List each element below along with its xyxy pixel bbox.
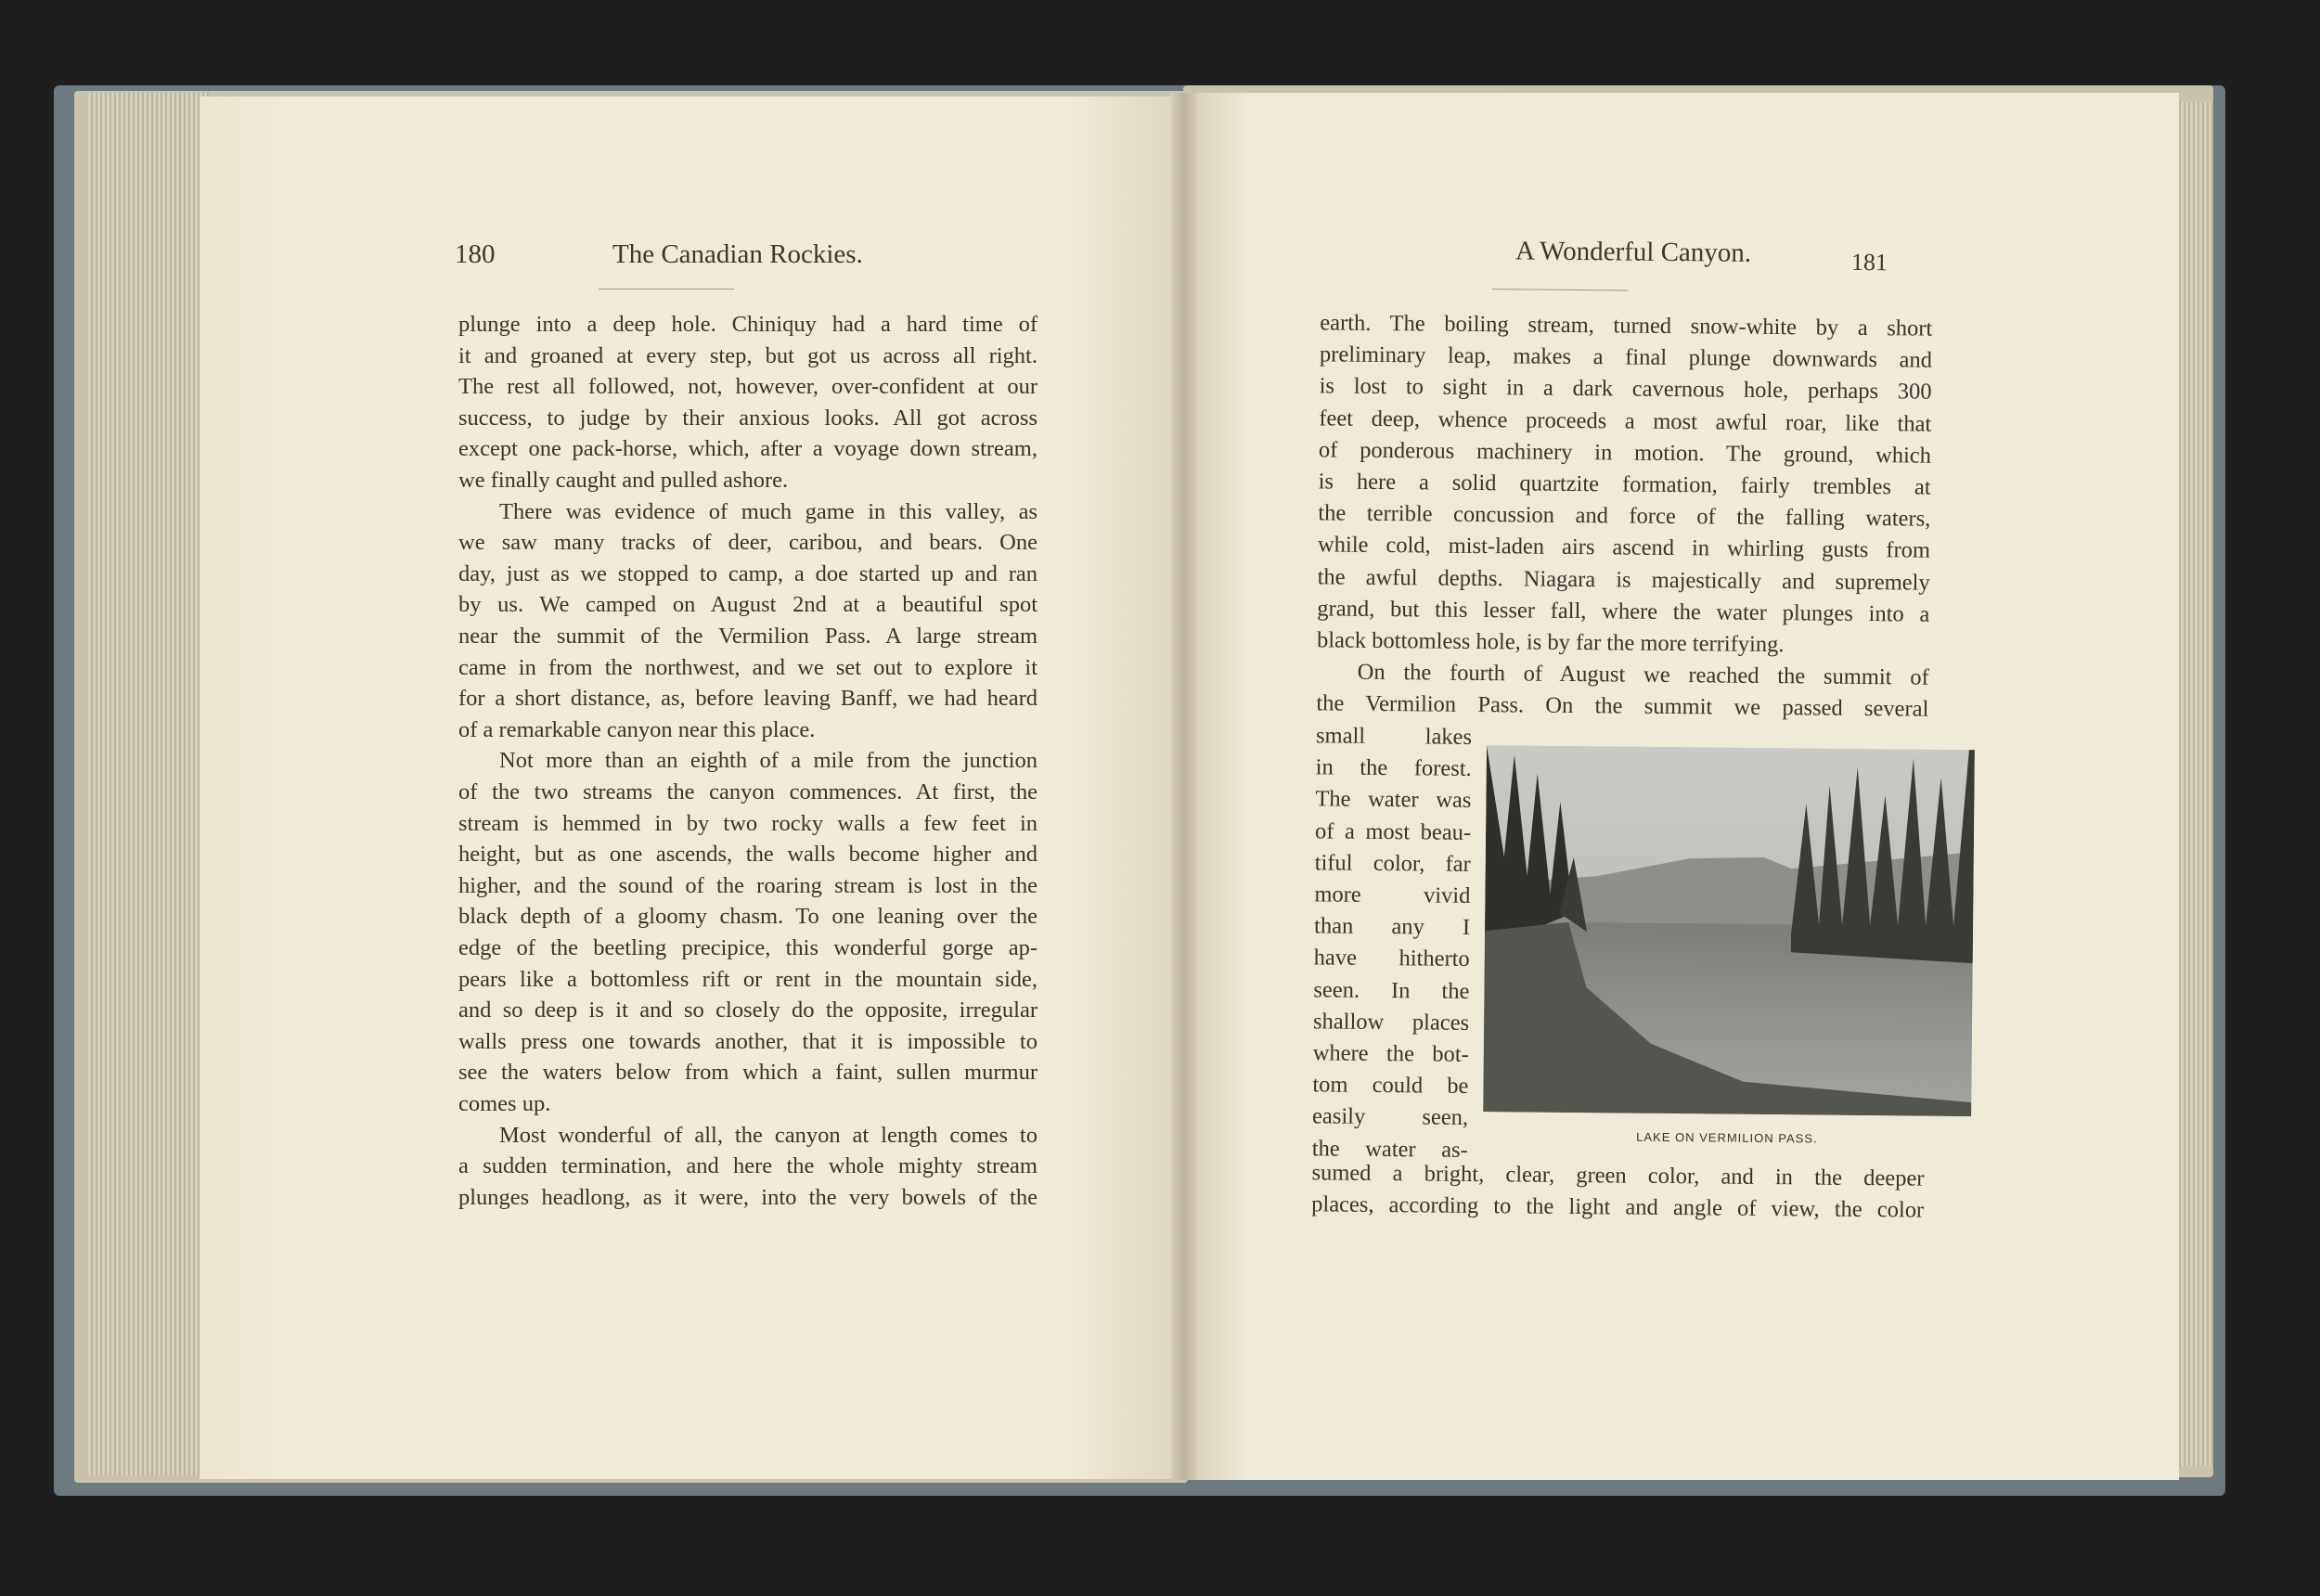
text-line: and so deep is it and so closely do the opposite, irregular	[458, 998, 1038, 1023]
text-line: The rest all followed, not, however, over-confident at our	[458, 374, 1038, 400]
right-page-number: 181	[1850, 248, 1888, 277]
text-line: of ponderous machinery in motion. The ground, which	[1318, 437, 1932, 469]
text-line: it and groaned at every step, but got us across all right.	[458, 342, 1038, 368]
text-line: came in from the northwest, and we set out to explore it	[458, 654, 1038, 680]
text-line: plunge into a deep hole. Chiniquy had a hard time of	[458, 312, 1038, 337]
text-line: black depth of a gloomy chasm. To one leaning over the	[458, 904, 1038, 930]
left-page-number: 180	[455, 239, 496, 269]
text-line: is here a solid quartzite formation, fairly trembles at	[1318, 469, 1931, 500]
left-running-head: The Canadian Rockies.	[612, 239, 863, 269]
text-line: feet deep, whence proceeds a most awful roar, like that	[1319, 405, 1932, 437]
lake-photograph	[1483, 745, 1975, 1116]
text-line: the water as-	[1311, 1135, 1468, 1163]
text-line: we finally caught and pulled ashore.	[458, 468, 789, 493]
text-line: The water was	[1315, 786, 1472, 814]
text-line: day, just as we stopped to camp, a doe started up and ran	[458, 560, 1038, 586]
text-line: sumed a bright, clear, green color, and in the deeper	[1311, 1160, 1925, 1191]
text-line: see the waters below from which a faint, sullen murmur	[458, 1060, 1038, 1086]
text-line: black bottomless hole, is by far the more terrifying.	[1316, 627, 1785, 658]
text-line: easily seen,	[1311, 1103, 1469, 1131]
text-line: a sudden termination, and here the whole mighty stream	[458, 1153, 1038, 1179]
text-line: the terrible concussion and force of the falling waters,	[1318, 500, 1931, 532]
text-line: in the forest.	[1315, 754, 1472, 782]
text-line: edge of the beetling precipice, this wonderful gorge ap-	[458, 935, 1038, 960]
text-line: shallow places	[1312, 1009, 1470, 1036]
text-line: is lost to sight in a dark cavernous hole, perhaps 300	[1319, 373, 1932, 405]
text-line: comes up.	[458, 1091, 551, 1116]
text-line: while cold, mist-laden airs ascend in whirling gusts from	[1317, 532, 1931, 564]
text-line: the awful depths. Niagara is majestically and supremely	[1317, 563, 1930, 596]
text-line: where the bot-	[1312, 1040, 1469, 1067]
figure-caption: LAKE ON VERMILION PASS.	[1636, 1129, 1818, 1146]
text-line: earth. The boiling stream, turned snow-white by a short	[1320, 310, 1933, 341]
text-line: we saw many tracks of deer, caribou, and bears. One	[458, 530, 1038, 556]
text-line: higher, and the sound of the roaring stream is lost in the	[458, 872, 1038, 898]
right-header-rule	[1492, 289, 1629, 290]
text-line: pears like a bottomless rift or rent in the mountain side,	[458, 966, 1038, 992]
text-line: grand, but this lesser fall, where the water plunges into a	[1317, 596, 1930, 627]
text-line: walls press one towards another, that it is impossible to	[458, 1028, 1038, 1054]
text-line: for a short distance, as, before leaving Banff, we had heard	[458, 686, 1038, 712]
text-line: more vivid	[1314, 882, 1471, 908]
text-line: near the summit of the Vermilion Pass. A large stream	[458, 624, 1038, 649]
text-line: plunges headlong, as it were, into the very bowels of the	[458, 1184, 1038, 1210]
text-line: the Vermilion Pass. On the summit we passed several	[1316, 690, 1929, 723]
text-line: of a remarkable canyon near this place.	[458, 716, 816, 742]
text-line: of a most beau-	[1314, 817, 1472, 845]
text-line: preliminary leap, makes a final plunge downwards and	[1319, 341, 1933, 373]
text-line: height, but as one ascends, the walls become higher and	[458, 842, 1038, 868]
right-running-head: A Wonderful Canyon.	[1514, 236, 1752, 268]
text-line: Most wonderful of all, the canyon at length comes to	[499, 1122, 1038, 1148]
text-line: tiful color, far	[1314, 850, 1471, 877]
text-line: tom could be	[1312, 1072, 1469, 1100]
text-line: of the two streams the canyon commences. At first, the	[458, 779, 1038, 804]
text-line: places, according to the light and angle of view, the color	[1311, 1191, 1925, 1223]
text-line: have hitherto	[1313, 945, 1470, 972]
text-line: by us. We camped on August 2nd at a beautiful spot	[458, 592, 1038, 618]
text-line: seen. In the	[1313, 976, 1470, 1004]
text-line: stream is hemmed in by two rocky walls a few feet in	[458, 810, 1038, 836]
text-line: than any I	[1313, 913, 1471, 941]
text-line: small lakes	[1315, 723, 1473, 750]
text-line: except one pack-horse, which, after a voyage down stream,	[458, 436, 1038, 462]
text-line: Not more than an eighth of a mile from the junction	[499, 748, 1038, 774]
text-line: There was evidence of much game in this valley, as	[499, 498, 1038, 524]
text-line: On the fourth of August we reached the summit of	[1357, 659, 1929, 690]
text-line: success, to judge by their anxious looks. All got across	[458, 405, 1038, 431]
